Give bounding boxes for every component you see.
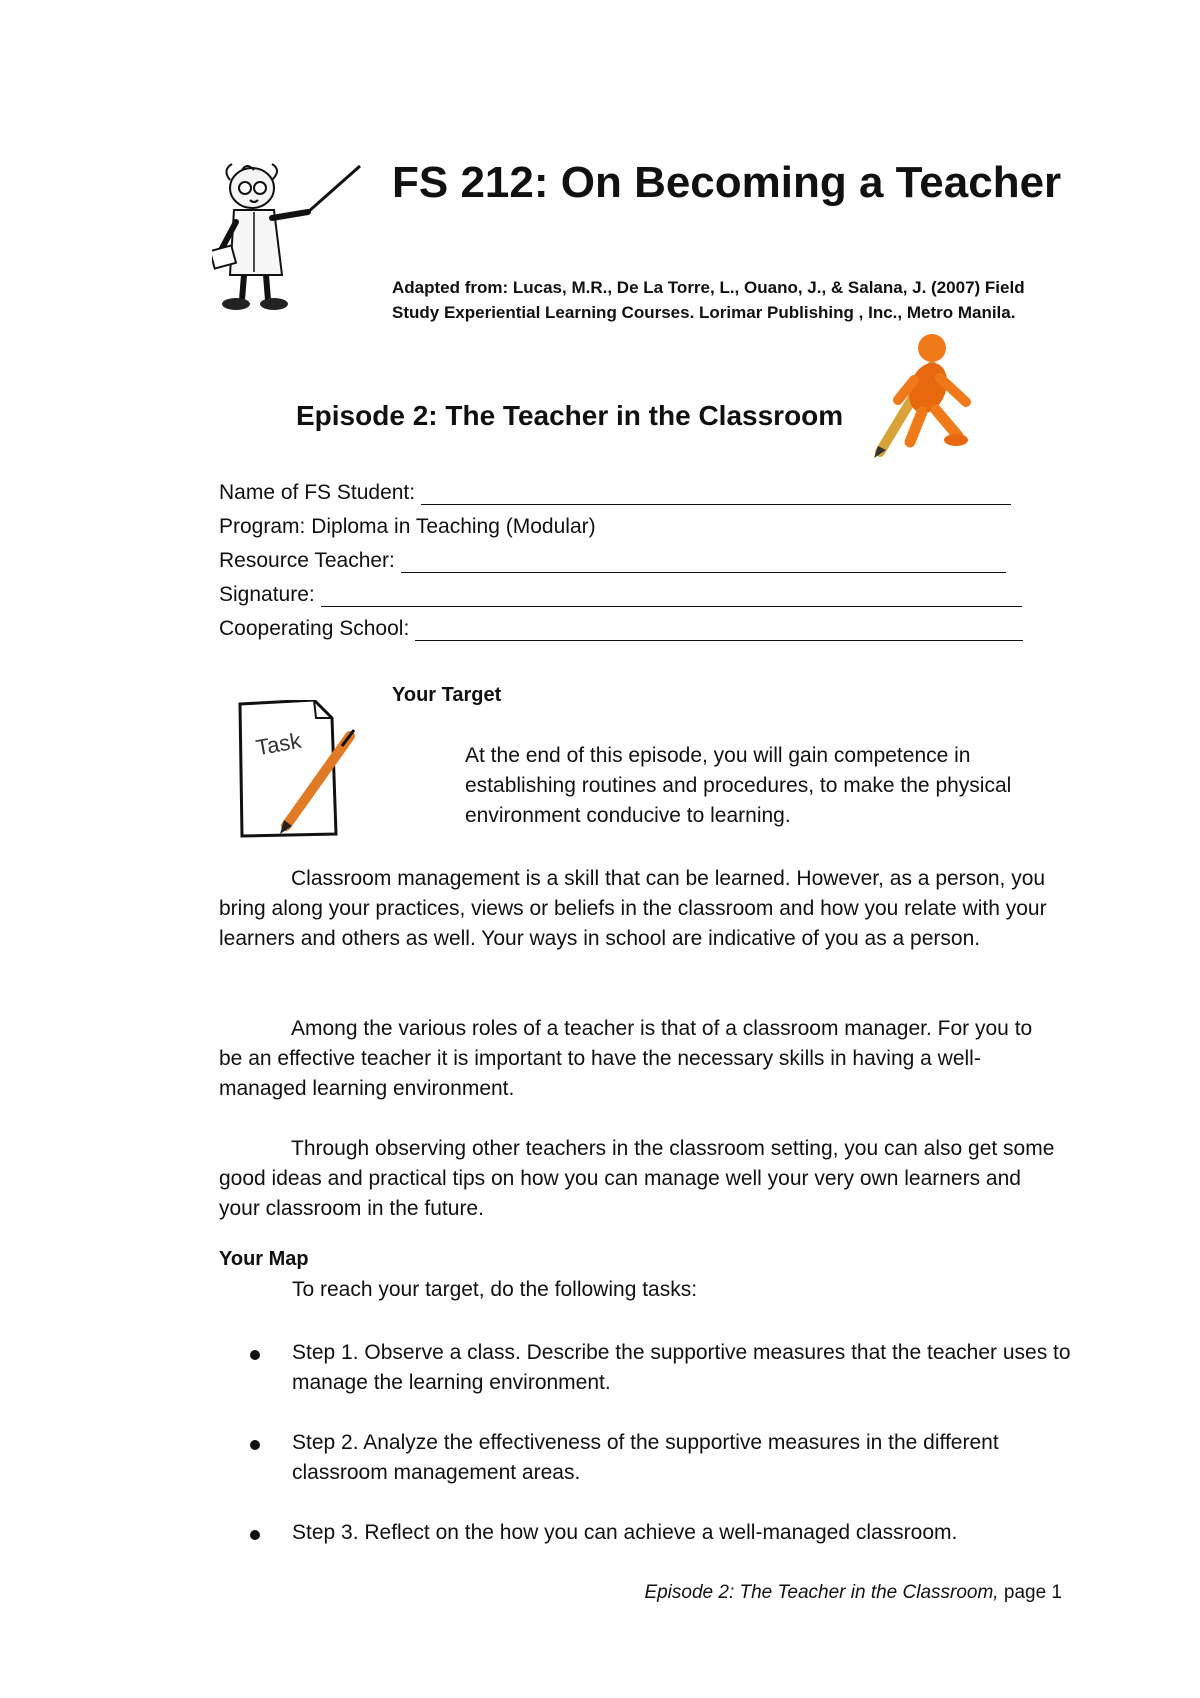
signature-field[interactable] bbox=[219, 583, 1022, 607]
document-title: FS 212: On Becoming a Teacher bbox=[392, 158, 1062, 207]
page-number: page 1 bbox=[1003, 1582, 1062, 1603]
cooperating-school-field[interactable] bbox=[219, 617, 1023, 641]
step-1: Step 1. Observe a class. Describe the supportive measures that the teacher uses to manage the learning environment. bbox=[292, 1341, 1071, 1394]
bullet-icon bbox=[250, 1440, 260, 1450]
map-intro: To reach your target, do the following tasks: bbox=[292, 1278, 698, 1301]
pencil-figure-clipart bbox=[870, 330, 980, 460]
task-paper-icon bbox=[236, 700, 366, 840]
program-label: Program: Diploma in Teaching (Modular) bbox=[219, 515, 596, 538]
program-field bbox=[219, 515, 596, 539]
step-3: Step 3. Reflect on the how you can achieve a well-managed classroom. bbox=[292, 1521, 958, 1544]
signature-label: Signature: bbox=[219, 583, 315, 606]
footer-episode: Episode 2: The Teacher in the Classroom, bbox=[644, 1582, 999, 1603]
page-footer bbox=[644, 1582, 1062, 1604]
paragraph-text: Classroom management is a skill that can be learned. However, as a person, you bring along your practices, views or beliefs in the classroom and how you relate with your learners and others as well. Your ways in school are indicative of you as a person. bbox=[219, 867, 1047, 950]
paragraph-text: Through observing other teachers in the classroom setting, you can also get some good ideas and practical tips on how you can manage well your very own learners and your classroom in the future. bbox=[219, 1137, 1055, 1220]
paragraph-teacher-roles bbox=[219, 1014, 1059, 1104]
blank-line[interactable] bbox=[321, 586, 1022, 607]
blank-line[interactable] bbox=[401, 552, 1006, 573]
resource-teacher-label: Resource Teacher: bbox=[219, 549, 395, 572]
cooperating-school-label: Cooperating School: bbox=[219, 617, 410, 640]
bullet-icon bbox=[250, 1530, 260, 1540]
bullet-icon bbox=[250, 1350, 260, 1360]
citation-line: Study Experiential Learning Courses. Lorimar Publishing , Inc., Metro Manila. bbox=[392, 303, 1016, 322]
resource-teacher-field[interactable] bbox=[219, 549, 1006, 573]
blank-line[interactable] bbox=[421, 484, 1011, 505]
your-map-heading: Your Map bbox=[219, 1248, 309, 1270]
step-2: Step 2. Analyze the effectiveness of the supportive measures in the different classroom management areas. bbox=[292, 1431, 999, 1484]
episode-heading: Episode 2: The Teacher in the Classroom bbox=[296, 400, 844, 431]
professor-clipart bbox=[212, 160, 362, 315]
citation-line: Adapted from: Lucas, M.R., De La Torre, L., Ouano, J., & Salana, J. (2007) Field bbox=[392, 278, 1025, 297]
your-target-heading: Your Target bbox=[392, 684, 502, 706]
paragraph-classroom-management bbox=[219, 864, 1059, 954]
target-text: At the end of this episode, you will gain competence in establishing routines and procedures, to make the physical environment conducive to learning. bbox=[465, 744, 1012, 827]
paragraph-text: Among the various roles of a teacher is that of a classroom manager. For you to be an effective teacher it is important to have the necessary skills in having a well-managed learning environment. bbox=[219, 1017, 1033, 1100]
student-name-field[interactable] bbox=[219, 481, 1011, 505]
paragraph-observing bbox=[219, 1134, 1059, 1224]
source-citation bbox=[392, 275, 1072, 325]
blank-line[interactable] bbox=[415, 620, 1023, 641]
task-label: Task bbox=[254, 727, 303, 761]
student-name-label: Name of FS Student: bbox=[219, 481, 416, 504]
